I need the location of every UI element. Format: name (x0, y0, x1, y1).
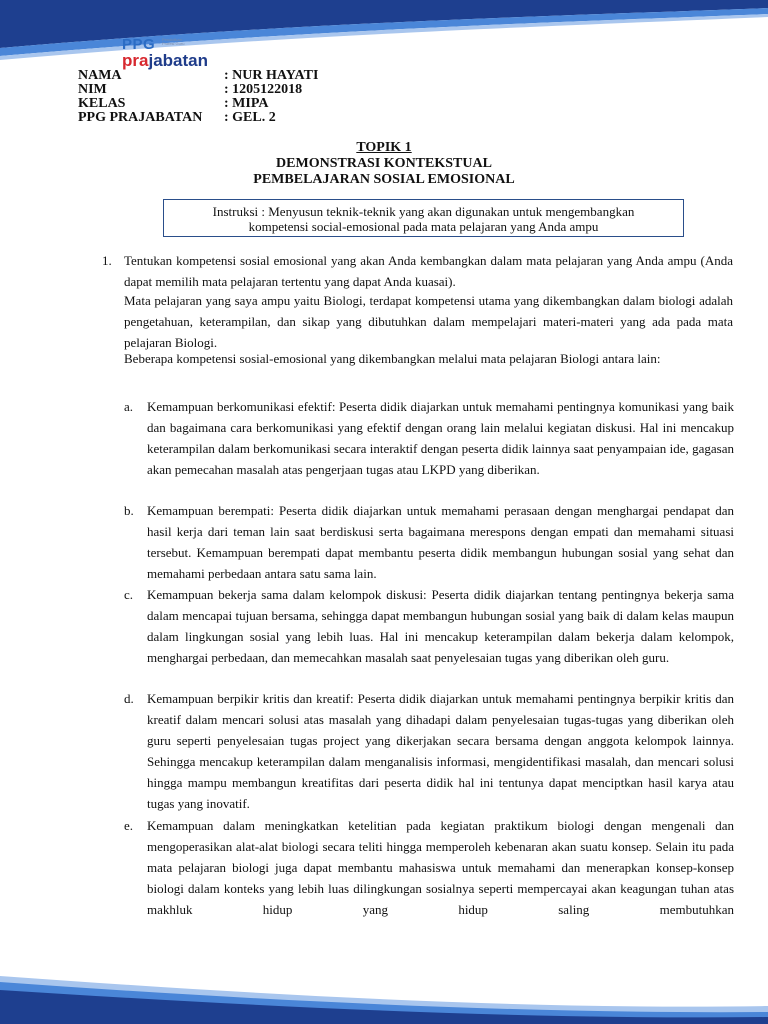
item-text-d: Kemampuan berpikir kritis dan kreatif: Peserta didik diajarkan untuk memahami pentingnya berpikir kritis dan kreatif dalam mencari solusi atas masalah yang dihadapi dalam penyelesaian tugas-tugas yang diberikan oleh guru seperti penyelesaian tugas project yang dikerjakan secara bersama dengan anggota kelompok lainnya. Sehingga mencakup keterampilan dalam menganalisis informasi, mengidentifikasi masalah, dan mencari solusi hingga mampu membangun kreatifitas dari peserta didik hal ini tentunya dapat menciptkan hasil karya atau tugas yang inovatif. (147, 691, 734, 811)
item-letter-c: c. (124, 587, 134, 602)
item-text-c: Kemampuan bekerja sama dalam kelompok diskusi: Peserta didik diajarkan tentang pentingnya bekerja sama dalam mencapai tujuan bersama, sehingga dapat membangun hubungan sosial yang baik di dalam kelas maupun dalam lingkungan sosial yang lebih luas. Hal ini mencakup keterampilan dalam bekerja dalam kelompok, menghargai perbedaan, dan memecahkan masalah saat penyelesaian tugas yang diberikan oleh guru. (147, 587, 734, 665)
title-line-1: DEMONSTRASI KONTEKSTUAL (276, 156, 492, 171)
answer-paragraph-2: Beberapa kompetensi sosial-emosional yang dikembangkan melalui mata pelajaran Biologi antara lain: (124, 351, 661, 366)
identity-row-kelas: KELAS : MIPA (78, 96, 269, 111)
topic-heading: TOPIK 1 (356, 140, 412, 155)
logo-prajabatan-text: prajabatan (122, 51, 208, 70)
instruction-box (163, 199, 684, 237)
identity-row-ppg: PPG PRAJABATAN : GEL. 2 (78, 110, 276, 125)
item-letter-b: b. (124, 503, 134, 518)
question-number: 1. (102, 253, 112, 268)
item-letter-d: d. (124, 691, 134, 706)
item-letter-a: a. (124, 399, 134, 414)
title-line-2: PEMBELAJARAN SOSIAL EMOSIONAL (253, 172, 515, 187)
question-text: Tentukan kompetensi sosial emosional yang akan Anda kembangkan dalam mata pelajaran yang Anda ampu (Anda dapat memilih mata pelajaran tertentu yang dapat Anda kuasai). (124, 253, 733, 289)
header-wave-decoration (0, 0, 768, 60)
identity-row-nama: NAMA : NUR HAYATI (78, 68, 319, 83)
logo-ppg-text: PPG (122, 36, 156, 53)
answer-paragraph-1: Mata pelajaran yang saya ampu yaitu Biologi, terdapat kompetensi utama yang dikembangkan dalam biologi adalah pengetahuan, keterampilan, dan sikap yang dibutuhkan dalam mempelajari materi-materi yang ada pada mata pelajaran Biologi. (124, 293, 733, 350)
identity-block (78, 69, 318, 125)
item-letter-e: e. (124, 818, 134, 833)
logo-tagline: Pendidikan Profesi Guru (162, 37, 185, 46)
footer-wave-decoration (0, 954, 768, 1024)
identity-row-nim: NIM : 1205122018 (78, 82, 303, 97)
ppg-prajabatan-logo (122, 36, 232, 70)
item-text-a: Kemampuan berkomunikasi efektif: Peserta didik diajarkan untuk memahami pentingnya komunikasi yang baik dan bagaimana cara berkomunikasi yang efektif dengan orang lain melalui kegiatan diskusi. Hal ini mencakup keterampilan dalam berkomunikasi secara interaktif dengan peserta didik lainnya saat penyampaian ide, gagasan akan pemecahan masalah atas pengerjaan tugas atau LKPD yang diberikan. (147, 399, 734, 477)
instruction-line-1: Instruksi : Menyusun teknik-teknik yang akan digunakan untuk mengembangkan (212, 204, 635, 219)
item-text-e: Kemampuan dalam meningkatkan ketelitian pada kegiatan praktikum biologi dengan mengenali dan mengoperasikan alat-alat biologi secara teliti hingga memperoleh kebenaran akan suatu konsep. Selain itu pada mata pelajaran biologi juga dapat membantu mahasiswa untuk memahami dan menerapkan konsep-konsep biologi dalam konteks yang lebih luas dilingkungan sosialnya seperti mempercayai akan keagungan tuhan atas makhluk hidup yang hidup saling membutuhkan (147, 818, 734, 917)
item-text-b: Kemampuan berempati: Peserta didik diajarkan untuk memahami perasaan dengan menghargai pendapat dan hasil kerja dari teman lain saat berdiskusi serta bagaimana merespons dengan empati dan memahami situasi tersebut. Kemampuan berempati dapat membantu peserta didik membangun hubungan sosial yang sehat dan memahami perbedaan antara satu sama lain. (147, 503, 734, 581)
instruction-line-2: kompetensi social-emosional pada mata pelajaran yang Anda ampu (248, 219, 599, 234)
